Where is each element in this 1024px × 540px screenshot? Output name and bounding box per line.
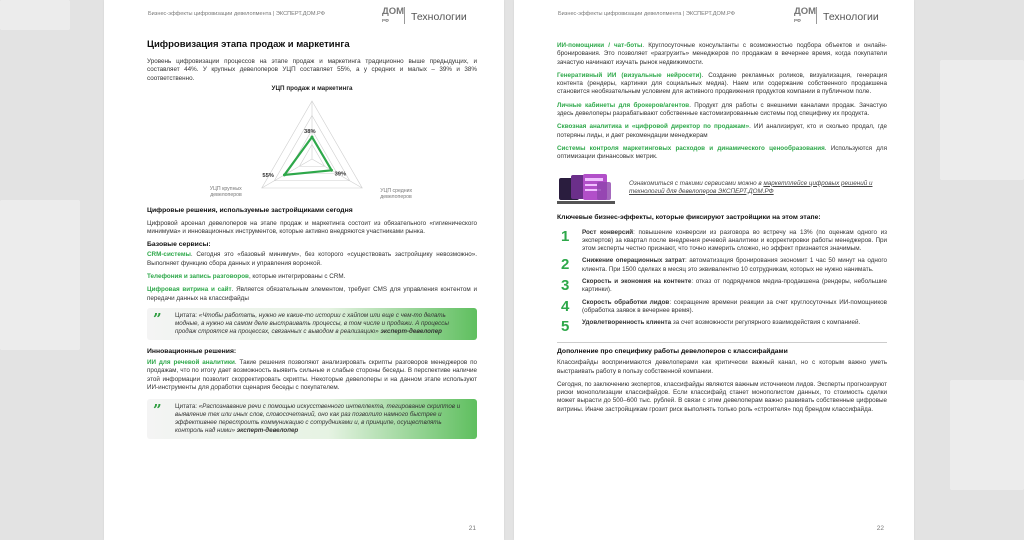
effect-number: 5: [561, 318, 570, 336]
page-22: [514, 0, 914, 540]
page-header: [514, 6, 914, 26]
effect-number: 2: [561, 256, 570, 274]
marketplace-illustration: [557, 172, 615, 204]
effect-text: Рост конверсий: повышение конверсии из разговора во встречу на 13% (по оценкам одного из экспертов) за квартал после внедрения речевой аналитики и корректировки работы менеджеров. При этом эксперты честно признают, что точно измерить сложно, но эффект признается значимым.: [582, 228, 888, 253]
innovative-heading: Инновационные решения:: [147, 347, 237, 355]
crm-paragraph: CRM-системы. Сегодня это «базовый минимум», без которого «существовать застройщику невозможно». Выполняет функцию сбора данных и управления воронкой.: [147, 251, 477, 267]
section-heading: Цифровизация этапа продаж и маркетинга: [147, 39, 350, 50]
classifieds-paragraph-1: Классифайды воспринимаются девелоперами как критически важный канал, но с которым важно уметь выстраивать работу в пользу собственной компании.: [557, 359, 887, 375]
quote-mark-icon: ”: [153, 401, 162, 420]
ai-speech-paragraph: ИИ для речевой аналитики. Такие решения позволяют анализировать скрипты разговоров менеджеров по продажам, что по итогу дает возможность выявить сильные и слабые стороны беседы. В перспективе наличие этой информации позволит скорректировать скрипты. Некоторые девелоперы и на данном этапе используют ИИ-инструменты для доработки сценария беседы с покупателем.: [147, 358, 477, 391]
marketplace-text: Ознакомиться с такими сервисами можно в маркетплейсе цифровых решений и технологий для девелоперов ЭКСПЕРТ.ДОМ.РФ: [629, 179, 873, 195]
quote-text: Цитата: «Чтобы работать, нужно не какие-то истории с хайпом или еще с чем-то делать модные, а нужно на самом деле выстраивать процессы, в том числе и продажи. А процессы продаж строятся на процессах, связанных с выводом в реализацию» эксперт-девелопер: [175, 311, 449, 335]
header-divider: [816, 7, 817, 24]
telephony-paragraph: Телефония и запись разговоров, которые интегрированы с CRM.: [147, 273, 346, 281]
classifieds-heading: Дополнение про специфику работы девелоперов с классифайдами: [557, 348, 788, 356]
marketplace-promo: [557, 172, 887, 204]
effect-item: [557, 257, 887, 274]
blurred-background-block: [950, 380, 1024, 490]
quote-block: [147, 399, 477, 439]
effect-item: [557, 319, 887, 335]
cost-control-paragraph: Системы контроля маркетинговых расходов и динамического ценообразования. Используются для оптимизации финансовых метрик.: [557, 144, 887, 161]
blurred-background-block: [0, 0, 70, 30]
broker-cabinets-paragraph: Личные кабинеты для брокеров/агентов. Продукт для работы с внешними каналами продаж. Зачастую здесь девелоперы разрабатывают собственные кастомизированные системы под специфику их продукта.: [557, 101, 887, 118]
header-divider: [404, 7, 405, 24]
effect-text: Скорость и экономия на контенте: отказ от подрядчиков медиа-продакшена (рендеры, небольшие картинки).: [582, 278, 888, 294]
radar-chart: [147, 85, 477, 201]
radar-data-point: [283, 173, 286, 176]
header-section: Технологии: [411, 11, 467, 23]
blurred-background-block: [940, 60, 1024, 180]
blurred-background-block: [0, 200, 80, 350]
effect-text: Удовлетворенность клиента за счет возможности регулярного взаимодействия с компанией.: [582, 319, 861, 327]
chart-title: УЦП продаж и маркетинга: [271, 84, 353, 92]
effect-number: 3: [561, 277, 570, 295]
page-header: [104, 6, 504, 26]
dom-rf-logo: ДОМ РФ: [794, 6, 817, 23]
header-section: Технологии: [823, 11, 879, 23]
radar-data-point: [330, 169, 333, 172]
site-paragraph: Цифровая витрина и сайт. Является обязательным элементом, требует CMS для управления контентом и передачи данных на классифайды: [147, 286, 477, 302]
page-21: [104, 0, 504, 540]
radar-value-label: 38%: [304, 128, 316, 135]
chatbots-paragraph: ИИ-помощники / чат-боты. Круглосуточные консультанты с возможностью подбора объектов и онлайн-бронирования. Это позволяет «разгрузить» менеджеров по продажам в вечернее время, когда покупатели зачастую начинают изучать рынок недвижимости.: [557, 42, 887, 66]
page-number: 21: [468, 525, 476, 532]
radar-series-line: [284, 137, 331, 175]
marketplace-link[interactable]: маркетплейсе цифровых решений и технологий для девелоперов ЭКСПЕРТ.ДОМ.РФ: [629, 179, 873, 195]
quote-block: [147, 308, 477, 340]
radar-data-point: [311, 135, 314, 138]
radar-category-label: УЦП крупных девелоперов: [209, 185, 242, 198]
quote-text: Цитата: «Распознавание речи с помощью искусственного интеллекта, тегирование скриптов и выявление тех или иных слов, словосочетаний, оно как раз позволило намного быстрее и эффективнее перестроить коммуникацию с сотрудниками и, в принципе, осуществлять контроль над ними» эксперт-девелопер: [175, 403, 461, 435]
analytics-paragraph: Сквозная аналитика и «цифровой директор по продажам». ИИ анализирует, кто и сколько продал, где потеряны лиды, и дает рекомендации менеджерам: [557, 123, 887, 139]
effect-number: 4: [561, 297, 570, 315]
solutions-intro: Цифровой арсенал девелоперов на этапе продаж и маркетинга состоит из обязательного «гигиенического минимума» и инновационных инструментов, которые активно внедряются участниками рынка.: [147, 219, 477, 236]
classifieds-paragraph-2: Сегодня, по заключению экспертов, классифайды являются важным источником лидов. Эксперты прогнозируют риски монополизации классифайдов. Если классифайд станет монополистом данных, то стоимость сделки может вырасти до 500–600 тыс. рублей. В связи с этим девелоперам важно развивать собственные цифровые витрины. Иначе застройщикам грозит риск выполнять только роль «строителя» под брендом классифайда.: [557, 380, 887, 413]
effect-text: Скорость обработки лидов: сокращение времени реакции за счет круглосуточных ИИ-помощников (обработка заявок в вечернее время).: [582, 298, 887, 314]
effects-list: [557, 229, 887, 336]
header-title: Бизнес-эффекты цифровизации девелопмента | ЭКСПЕРТ.ДОМ.РФ: [148, 11, 325, 17]
right-content: [557, 42, 887, 414]
radar-category-label: УЦП средних девелоперов: [380, 187, 413, 199]
effect-number: 1: [561, 227, 570, 245]
header-title: Бизнес-эффекты цифровизации девелопмента | ЭКСПЕРТ.ДОМ.РФ: [558, 11, 735, 17]
radar-chart-plot: [147, 95, 477, 199]
genai-paragraph: Генеративный ИИ (визуальные нейросети). Создание рекламных роликов, визуализация, генерация контента (рендеры, картинки для социальных медиа). Наем или содержание собственного продакшена становится необязательным условием для активного продвижения продуктов компании в публичном поле.: [557, 71, 887, 96]
quote-mark-icon: ”: [153, 309, 162, 328]
section-divider: [557, 342, 887, 343]
radar-value-label: 39%: [334, 171, 347, 178]
intro-paragraph: Уровень цифровизации процессов на этапе продаж и маркетинга традиционно выше предыдущих, и составляет 44%. У крупных девелоперов УЦП составляет 55%, а у средних и малых – 39% и 38% соответственно.: [147, 58, 477, 82]
effect-item: [557, 229, 887, 254]
page-number: 22: [876, 525, 884, 532]
basic-services-heading: Базовые сервисы:: [147, 241, 211, 249]
effect-text: Снижение операционных затрат: автоматизация бронирования экономит 1 час 50 минут на одного клиента. При 1500 сделках в месяц это эквивалентно 10 сотрудникам, которых не нужно нанимать.: [582, 257, 888, 273]
left-content: [147, 39, 477, 439]
effect-item: [557, 299, 887, 316]
radar-value-label: 55%: [262, 172, 274, 179]
effects-heading: Ключевые бизнес-эффекты, которые фиксируют застройщики на этом этапе:: [557, 213, 821, 221]
dom-rf-logo: ДОМ РФ: [382, 6, 405, 23]
effect-item: [557, 278, 887, 295]
solutions-heading: Цифровые решения, используемые застройщиками сегодня: [147, 206, 353, 214]
